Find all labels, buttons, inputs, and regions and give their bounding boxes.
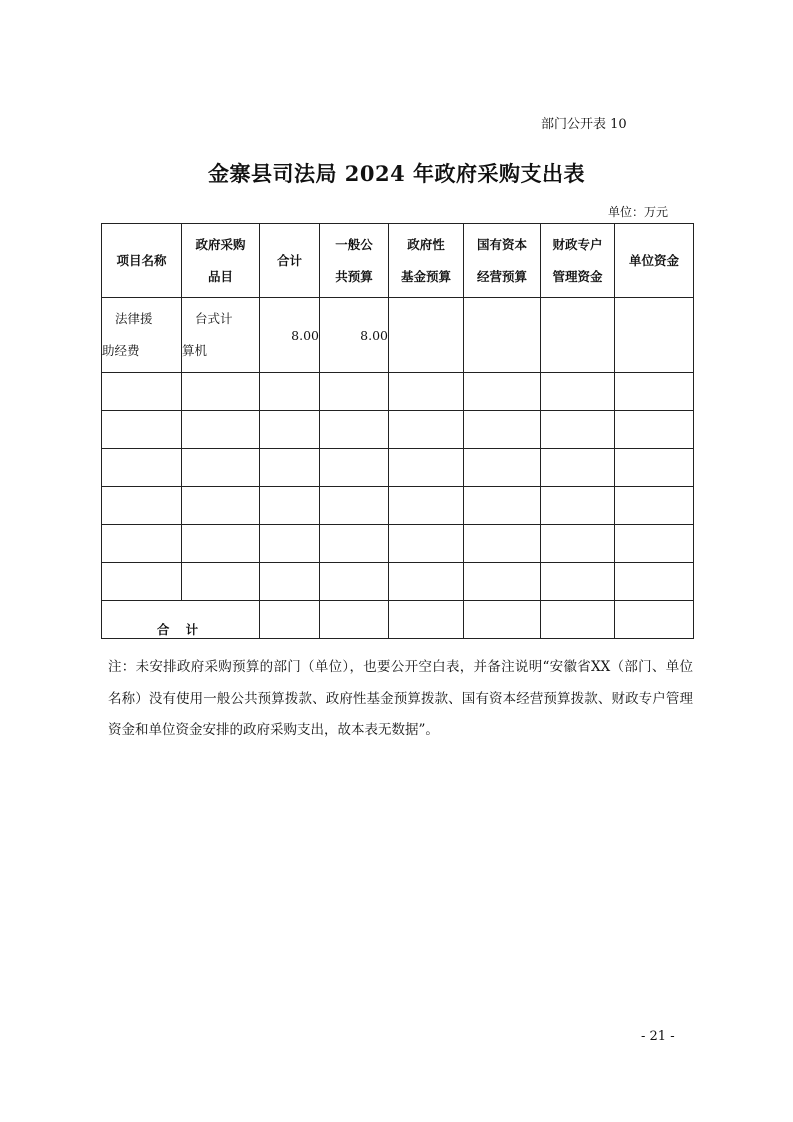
- empty-row: [102, 411, 694, 449]
- header-state-capital: 国有资本 经营预算: [464, 224, 541, 298]
- footnote: 注：未安排政府采购预算的部门（单位），也要公开空白表，并备注说明“安徽省XX（部门、单位名称）没有使用一般公共预算拨款、政府性基金预算拨款、国有资本经营预算拨款、财政专户管理资金和单位资金安排的政府采购支出，故本表无数据”。: [108, 659, 693, 738]
- unit-label: 单位：万元: [608, 205, 669, 219]
- project-name-cell: 法律援 助经费: [102, 298, 182, 373]
- form-number: 部门公开表 10: [541, 117, 627, 132]
- table-row: [102, 298, 694, 373]
- empty-row: [102, 449, 694, 487]
- header-procurement-category: 政府采购 品目: [182, 224, 260, 298]
- header-project-name: 项目名称: [102, 224, 182, 298]
- procurement-table: [101, 223, 694, 639]
- state-capital-cell: [464, 298, 541, 373]
- general-budget-cell: 8.00: [320, 298, 389, 373]
- page-number: - 21 -: [641, 1029, 675, 1044]
- header-row: [102, 224, 694, 298]
- total-cell: 8.00: [260, 298, 320, 373]
- empty-row: [102, 563, 694, 601]
- empty-row: [102, 487, 694, 525]
- total-row: [102, 601, 694, 639]
- header-general-budget: 一般公 共预算: [320, 224, 389, 298]
- header-total: 合计: [260, 224, 320, 298]
- header-government-fund: 政府性 基金预算: [389, 224, 464, 298]
- special-account-cell: [541, 298, 615, 373]
- government-fund-cell: [389, 298, 464, 373]
- header-special-account: 财政专户 管理资金: [541, 224, 615, 298]
- page-title: 金寨县司法局 2024 年政府采购支出表: [207, 161, 586, 186]
- empty-row: [102, 525, 694, 563]
- unit-funds-cell: [615, 298, 694, 373]
- total-label: 合 计: [102, 601, 260, 639]
- category-cell: 台式计 算机: [182, 298, 260, 373]
- header-unit-funds: 单位资金: [615, 224, 694, 298]
- empty-row: [102, 373, 694, 411]
